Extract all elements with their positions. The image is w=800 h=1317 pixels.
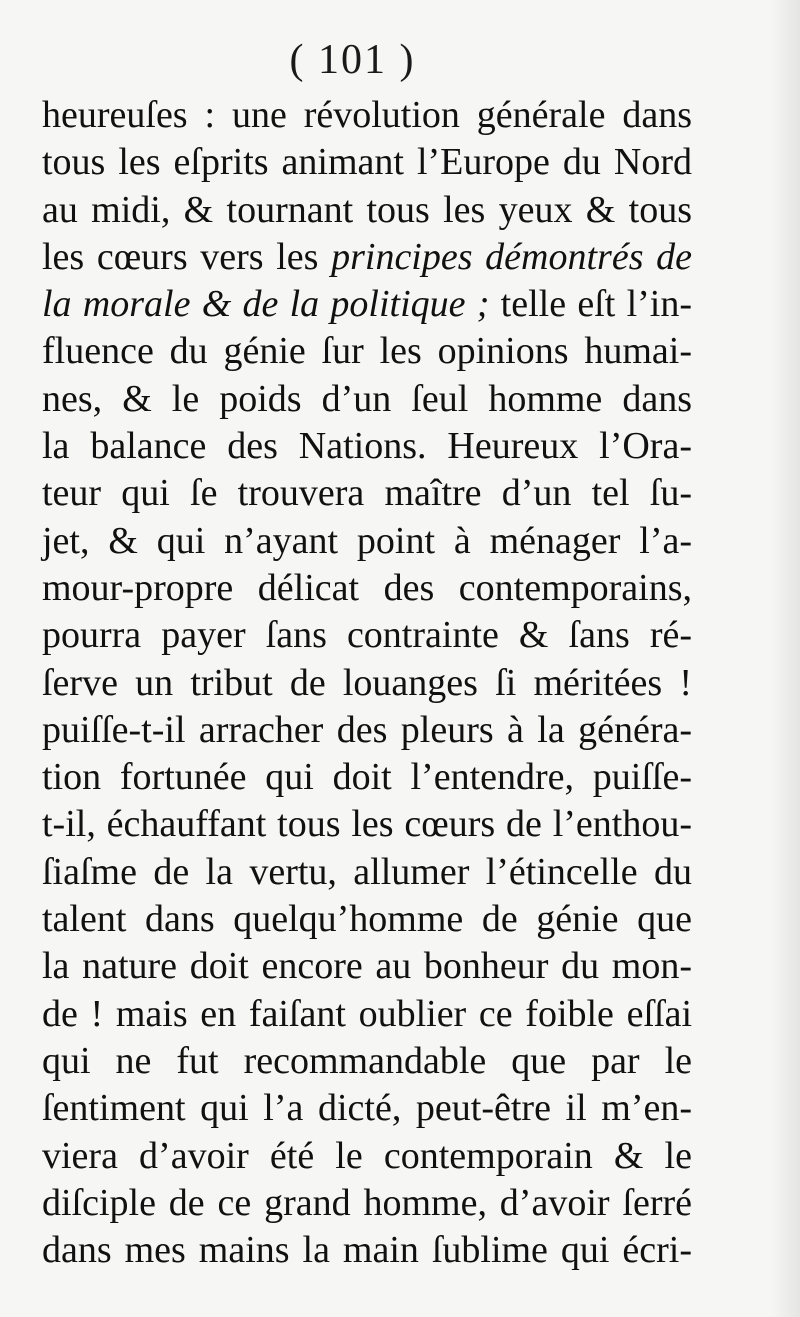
line-text: qui ne fut recommandable que par le <box>42 1039 692 1082</box>
text-line <box>42 234 692 281</box>
page-edge-shadow <box>770 0 800 1317</box>
text-line <box>42 612 692 659</box>
line-text: ſiaſme de la vertu, allumer l’étincelle du <box>42 850 692 893</box>
italic-text: la morale & de la politique ; <box>42 283 490 326</box>
line-text: ſerve un tribut de louanges ſi méritées ! <box>42 661 692 704</box>
text-line <box>42 1133 692 1180</box>
text-line <box>42 470 692 517</box>
text-line <box>42 660 692 707</box>
line-text: teur qui ſe trouvera maître d’un tel ſu- <box>42 472 692 515</box>
text-line <box>42 376 692 423</box>
text-line <box>42 139 692 186</box>
text-line <box>42 328 692 375</box>
page-number: ( 101 ) <box>289 37 416 83</box>
text-line <box>42 896 692 943</box>
line-text: tion fortunée qui doit l’entendre, puiſſe- <box>42 756 692 799</box>
line-text: jet, & qui n’ayant point à ménager l’a- <box>42 519 692 562</box>
line-text: talent dans quelqu’homme de génie que <box>42 898 692 941</box>
text-line <box>42 707 692 754</box>
text-line <box>42 565 692 612</box>
line-text: t-il, échauffant tous les cœurs de l’enthou- <box>42 803 692 846</box>
text-line <box>42 849 692 896</box>
line-text: diſciple de ce grand homme, d’avoir ſerré <box>42 1181 692 1224</box>
line-text: la balance des Nations. Heureux l’Ora- <box>42 425 692 468</box>
italic-text: principes démontrés de <box>331 235 692 278</box>
line-text: ſentiment qui l’a dicté, peut-être il m’en- <box>42 1087 692 1130</box>
line-text: heureuſes : une révolution générale dans <box>42 94 692 136</box>
line-text: dans mes mains la main ſublime qui écri- <box>42 1229 692 1272</box>
text-line <box>42 1227 692 1274</box>
text-line <box>42 991 692 1038</box>
line-text: au midi, & tournant tous les yeux & tous <box>42 188 692 231</box>
text-line <box>42 801 692 848</box>
text-line <box>42 92 692 139</box>
line-text: mour-propre délicat des contemporains, <box>42 566 692 609</box>
line-text: nes, & le poids d’un ſeul homme dans <box>42 377 692 420</box>
line-text: viera d’avoir été le contemporain & le <box>42 1134 692 1177</box>
text-line <box>42 518 692 565</box>
line-text: la nature doit encore au bonheur du mon- <box>42 945 692 988</box>
text-line <box>42 943 692 990</box>
text-line <box>42 1038 692 1085</box>
line-text: telle eſt l’in- <box>489 283 692 326</box>
text-line <box>42 754 692 801</box>
body-text <box>42 92 692 1274</box>
text-line <box>42 1085 692 1132</box>
line-text: les cœurs vers les <box>42 235 332 278</box>
text-line <box>42 281 692 328</box>
text-line <box>42 1180 692 1227</box>
text-line <box>42 423 692 470</box>
line-text: pourra payer ſans contrainte & ſans ré- <box>42 614 692 657</box>
text-line <box>42 187 692 234</box>
line-text: fluence du génie ſur les opinions humai- <box>42 330 692 373</box>
line-text: puiſſe-t-il arracher des pleurs à la généra- <box>42 708 692 751</box>
line-text: de ! mais en faiſant oublier ce foible eſſai <box>42 992 692 1035</box>
line-text: tous les eſprits animant l’Europe du Nord <box>42 141 692 184</box>
